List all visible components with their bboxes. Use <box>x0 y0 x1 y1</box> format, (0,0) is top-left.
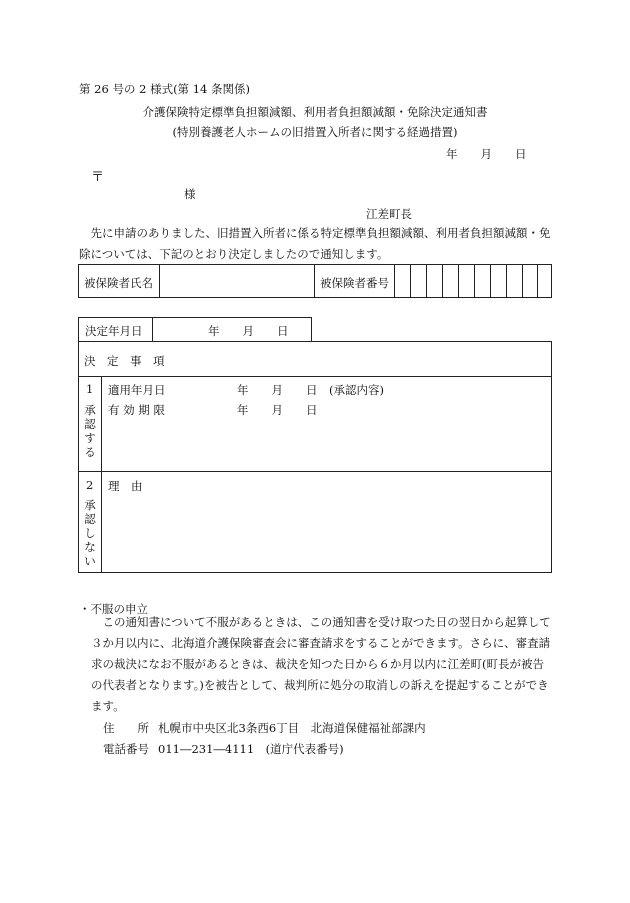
decision-matters-label: 決 定 事 項 <box>84 354 165 368</box>
valid-period-value: 年 月 日 <box>237 403 318 417</box>
form-number: 第 26 号の 2 様式(第 14 条関係) <box>79 82 250 96</box>
postal-mark: 〒 <box>91 170 105 185</box>
insured-number-label: 被保険者番号 <box>320 276 389 290</box>
valid-period-label: 有 効 期 限 <box>108 403 165 417</box>
phone-value: 011―231―4111 (道庁代表番号) <box>158 742 344 756</box>
deny-label: 承認しない <box>84 498 96 568</box>
issue-date: 年 月 日 <box>446 147 527 161</box>
phone-label: 電話番号 <box>103 742 149 756</box>
intro-paragraph: 先に申請のありました、旧措置入所者に係る特定標準負担額減額、利用者負担額減額・免除については、下記のとおり決定しましたので通知します。 <box>79 226 551 261</box>
apply-date-value: 年 月 日 <box>237 383 318 397</box>
deny-number: 2 <box>86 478 94 492</box>
insured-name-field[interactable] <box>163 267 311 295</box>
approve-label: 承認する <box>84 403 96 459</box>
appeal-paragraph: この通知書について不服があるときは、この通知書を受け取つた日の翌日から起算して３か月以内に、北海道介護保険審査会に審査請求をすることができます。さらに、審査請求の裁決になお不服があるときは、裁決を知つた日から６か月以内に江差町(町長が被告の代表者となります。)を被告として、裁判所に処分の取消しの訴えを提起することができます。 <box>91 615 551 713</box>
apply-date-label: 適用年月日 <box>108 383 166 397</box>
approval-content-label: (承認内容) <box>329 383 384 397</box>
issuer-name: 江差町長 <box>366 207 412 221</box>
reason-label: 理 由 <box>108 479 143 493</box>
honorific: 様 <box>184 187 196 201</box>
document-title: 介護保険特定標準負担額減額、利用者負担額減額・免除決定通知書 <box>142 105 488 119</box>
decision-date-label: 決定年月日 <box>85 324 143 338</box>
document-subtitle: (特別養護老人ホームの旧措置入所者に関する経過措置) <box>172 125 458 139</box>
approve-number: 1 <box>86 382 94 396</box>
insured-name-label: 被保険者氏名 <box>84 276 153 290</box>
insured-number-field[interactable] <box>397 267 549 295</box>
address-label: 住 所 <box>103 721 149 735</box>
decision-date-value: 年 月 日 <box>208 324 289 338</box>
appeal-heading: ・不服の申立 <box>79 602 148 616</box>
address-value: 札幌市中央区北3条西6丁目 北海道保健福祉部課内 <box>158 721 426 735</box>
